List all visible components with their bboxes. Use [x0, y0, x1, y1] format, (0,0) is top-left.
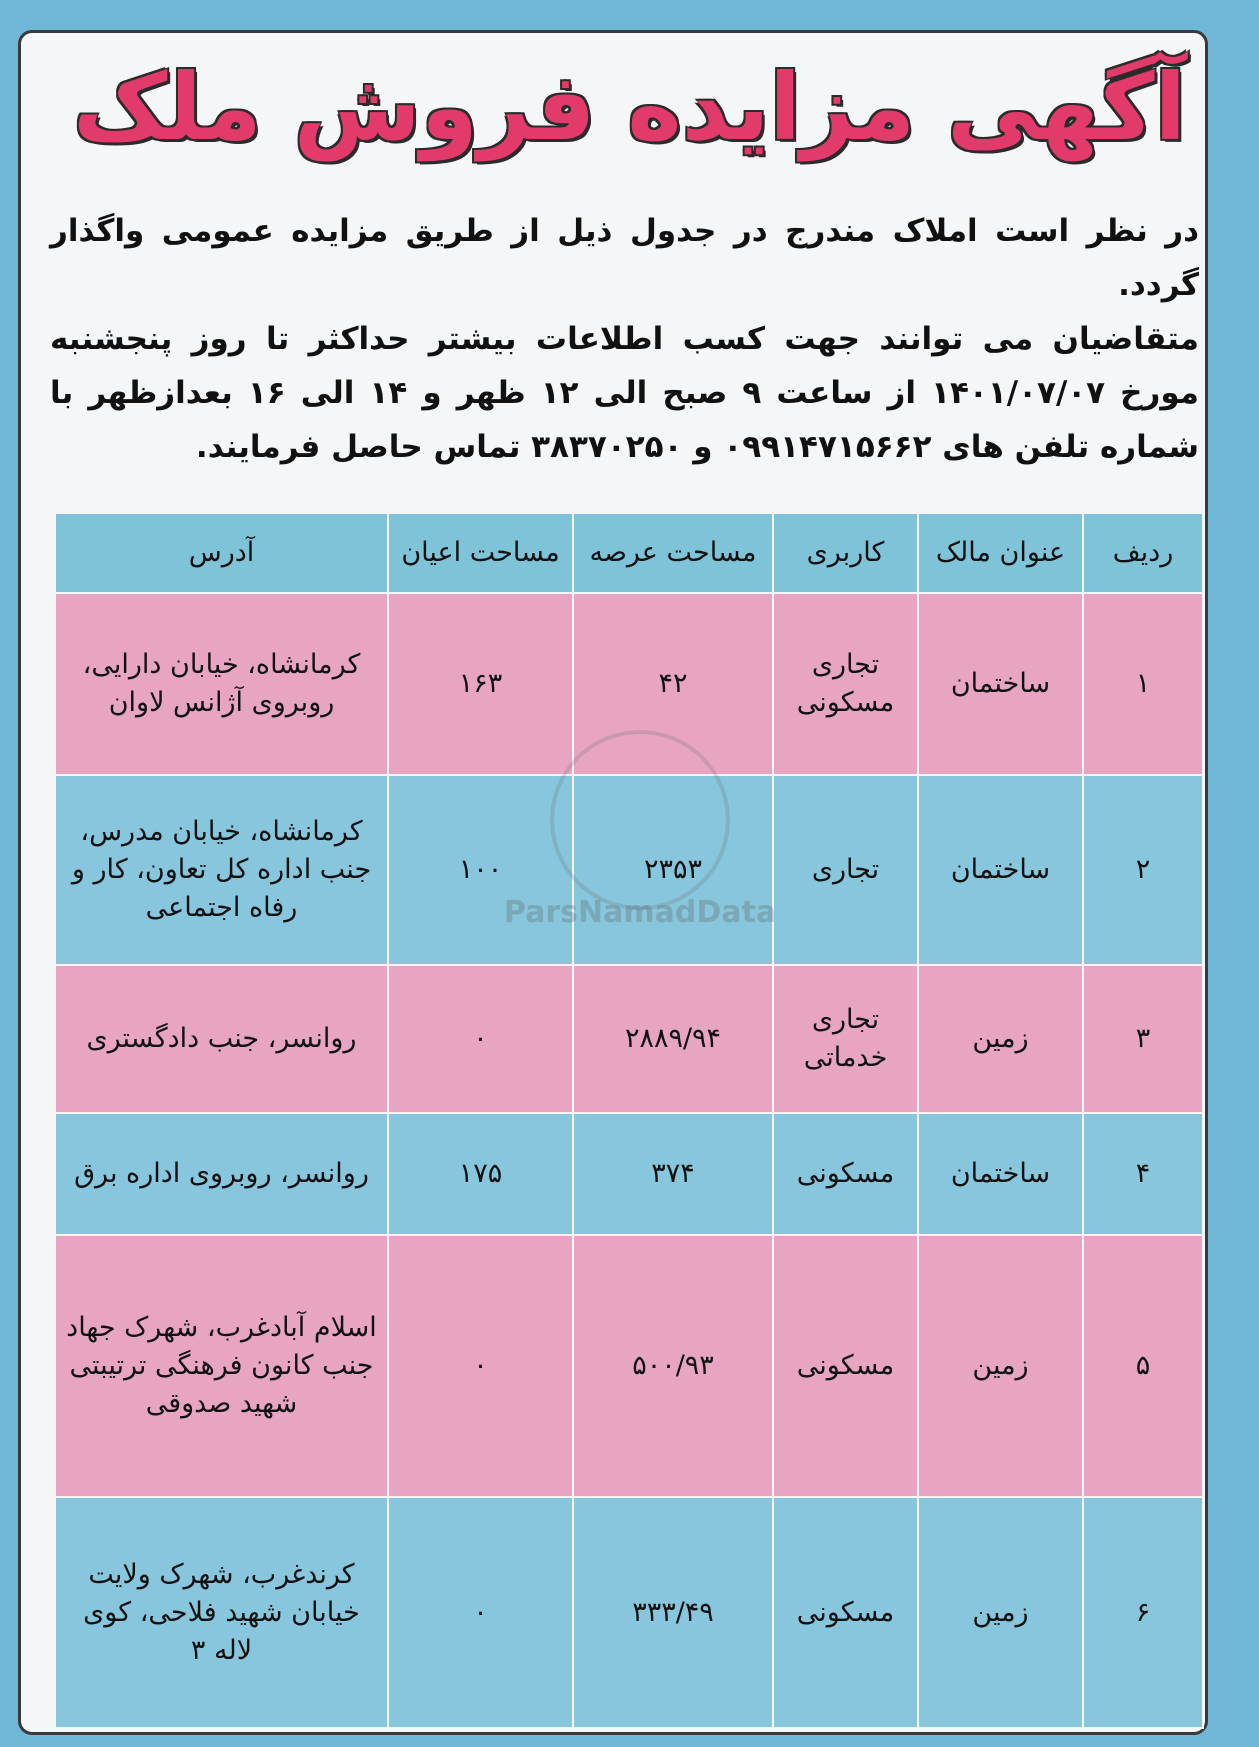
cell-land-area: ۳۷۴ — [573, 1113, 773, 1235]
cell-owner: ساختمان — [918, 593, 1083, 775]
intro-text — [50, 204, 1199, 474]
cell-land-area: ۵۰۰/۹۳ — [573, 1235, 773, 1497]
intro-line-2: متقاضیان می توانند جهت کسب اطلاعات بیشتر حداکثر تا روز پنجشنبه مورخ ۱۴۰۱/۰۷/۰۷ از ساعت ۹ صبح الی ۱۲ ظهر و ۱۴ الی ۱۶ بعدازظهر با شماره تلفن های ۰۹۹۱۴۷۱۵۶۶۲ و ۳۸۳۷۰۲۵۰ تماس حاصل فرمایند. — [50, 321, 1199, 465]
cell-row-number: ۱ — [1083, 593, 1203, 775]
cell-building-area: ۰ — [388, 1235, 573, 1497]
cell-building-area: ۰ — [388, 965, 573, 1113]
property-table — [54, 512, 1204, 1729]
ad-title: آگهی مزایده فروش ملک — [73, 54, 1186, 161]
cell-row-number: ۲ — [1083, 775, 1203, 965]
table-row — [55, 775, 1203, 965]
cell-row-number: ۴ — [1083, 1113, 1203, 1235]
header-use: کاربری — [773, 513, 918, 593]
cell-use: مسکونی — [773, 1235, 918, 1497]
cell-land-area: ۲۳۵۳ — [573, 775, 773, 965]
watermark-text: ParsNamadData — [503, 895, 777, 930]
cell-owner: ساختمان — [918, 1113, 1083, 1235]
cell-address: روانسر، روبروی اداره برق — [55, 1113, 388, 1235]
cell-use: تجاری — [773, 775, 918, 965]
cell-use: تجاری خدماتی — [773, 965, 918, 1113]
cell-address: روانسر، جنب دادگستری — [55, 965, 388, 1113]
cell-owner: ساختمان — [918, 775, 1083, 965]
table-row — [55, 1235, 1203, 1497]
intro-line-1: در نظر است املاک مندرج در جدول ذیل از طریق مزایده عمومی واگذار گردد. — [50, 213, 1199, 303]
cell-use: مسکونی — [773, 1497, 918, 1728]
cell-use: تجاری مسکونی — [773, 593, 918, 775]
cell-row-number: ۳ — [1083, 965, 1203, 1113]
header-owner: عنوان مالک — [918, 513, 1083, 593]
cell-use: مسکونی — [773, 1113, 918, 1235]
cell-address: کرندغرب، شهرک ولایت خیابان شهید فلاحی، کوی لاله ۳ — [55, 1497, 388, 1728]
cell-building-area: ۱۷۵ — [388, 1113, 573, 1235]
cell-owner: زمین — [918, 1235, 1083, 1497]
table-row — [55, 593, 1203, 775]
cell-address: اسلام آبادغرب، شهرک جهاد جنب کانون فرهنگی ترتیبتی شهید صدوقی — [55, 1235, 388, 1497]
header-building-area: مساحت اعیان — [388, 513, 573, 593]
cell-row-number: ۵ — [1083, 1235, 1203, 1497]
table-row — [55, 1113, 1203, 1235]
cell-address: کرمانشاه، خیابان دارایی، روبروی آژانس لاوان — [55, 593, 388, 775]
cell-land-area: ۴۲ — [573, 593, 773, 775]
cell-building-area: ۱۶۳ — [388, 593, 573, 775]
cell-land-area: ۲۸۸۹/۹۴ — [573, 965, 773, 1113]
cell-building-area: ۱۰۰ — [388, 775, 573, 965]
header-address: آدرس — [55, 513, 388, 593]
header-row-number: ردیف — [1083, 513, 1203, 593]
header-land-area: مساحت عرصه — [573, 513, 773, 593]
cell-building-area: ۰ — [388, 1497, 573, 1728]
cell-address: کرمانشاه، خیابان مدرس، جنب اداره کل تعاون، کار و رفاه اجتماعی — [55, 775, 388, 965]
table-header-row — [55, 513, 1203, 593]
cell-owner: زمین — [918, 1497, 1083, 1728]
cell-land-area: ۳۳۳/۴۹ — [573, 1497, 773, 1728]
table-row — [55, 1497, 1203, 1728]
cell-owner: زمین — [918, 965, 1083, 1113]
table-row — [55, 965, 1203, 1113]
cell-row-number: ۶ — [1083, 1497, 1203, 1728]
